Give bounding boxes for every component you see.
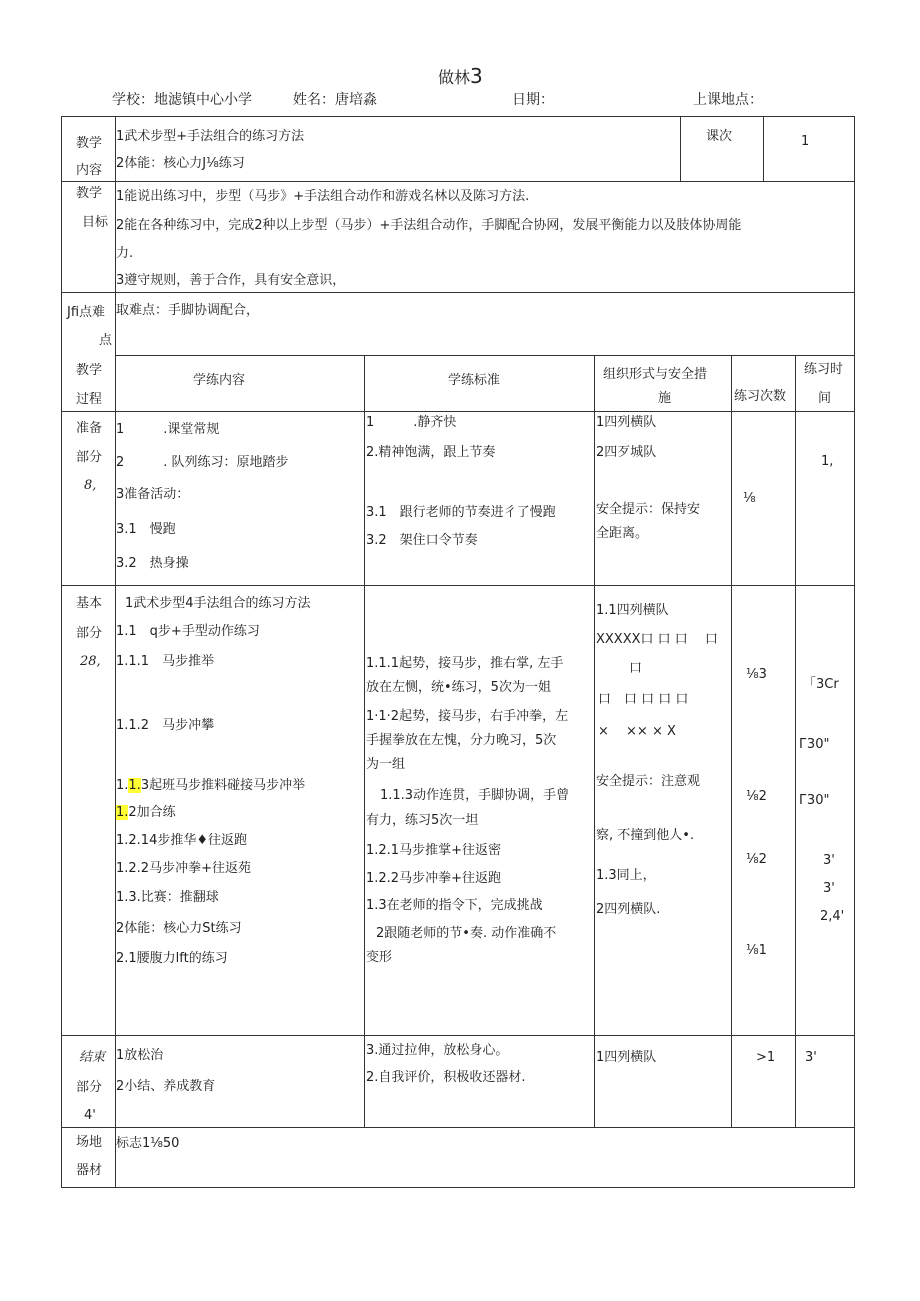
date-label: 日期： (512, 92, 554, 108)
basic-org-1: 1.1四列横队 (596, 603, 669, 618)
basic-standard-2: 放在左恻，统•练习，5次为一姐 (366, 680, 551, 695)
basic-time-5: 3' (823, 881, 835, 896)
col-header-time-2: 间 (818, 391, 832, 406)
end-standard-1: 3.通过拉伸，放松身心。 (366, 1043, 509, 1058)
basic-content-8: 1.2.2马步冲拳+往返苑 (116, 861, 251, 876)
basic-org-2: 2四列横队. (596, 902, 661, 917)
basic-standard-4: 手握拳放在左愧，分力晚习，5次 (366, 733, 557, 748)
basic-standard-12: 变形 (366, 950, 393, 965)
col-header-time-1: 练习时 (804, 362, 844, 377)
basic-org-same: 1.3同上， (596, 868, 656, 883)
end-time: 3' (805, 1050, 817, 1065)
prep-content-4: 3.1 慢跑 (116, 522, 176, 537)
col-header-count: 练习次数 (734, 389, 787, 404)
lesson-label: 课次 (706, 129, 733, 144)
end-label-1: 结束 (79, 1050, 106, 1065)
prep-org-1: 1四列横队 (596, 415, 657, 430)
place-label: 上课地点： (693, 92, 763, 108)
prep-standard-2: 2.精神饱满，跟上节奏 (366, 445, 496, 460)
basic-content-4: 1.1.2 马步冲攀 (116, 718, 215, 733)
content-line-1: 1武术步型+手法组合的练习方法 (116, 129, 305, 144)
prep-content-5: 3.2 热身操 (116, 556, 189, 571)
prep-safety-2: 全距离。 (596, 526, 649, 541)
highlight-mark: 1. (116, 805, 129, 820)
formation-row-3: 口 口 口 口 口 (598, 692, 689, 707)
document-title (438, 64, 483, 88)
prep-count: ⅛ (743, 491, 756, 506)
prep-label-2: 部分 (76, 450, 103, 465)
basic-content-5-post: 3起班马步推料碰接马步冲举 (140, 778, 306, 793)
basic-content-6 (116, 805, 176, 821)
basic-label-2: 部分 (76, 626, 103, 641)
basic-content-5-pre: 1. (116, 778, 129, 793)
basic-content-6-post: 2加合练 (128, 805, 176, 820)
basic-label-1: 基本 (76, 596, 103, 611)
prep-content-3: 3准备活动： (116, 487, 190, 502)
title-number: 3 (470, 64, 483, 88)
basic-time-4: 3' (823, 853, 835, 868)
formation-row-2: 口 (629, 661, 643, 676)
difficulty-label-2: 点 (99, 333, 113, 348)
basic-standard-8: 1.2.1马步推掌+往返密 (366, 843, 501, 858)
prep-label-3: 8, (84, 478, 97, 493)
prep-label-1: 准备 (76, 421, 103, 436)
basic-safety-2: 察, 不撞到他人•. (596, 828, 695, 843)
basic-content-7: 1.2.14步推华♦往返跑 (116, 833, 248, 848)
formation-row-4: × ×× × X (598, 724, 676, 739)
basic-count-2: ⅛2 (746, 789, 767, 804)
equipment-label-1: 场地 (76, 1135, 103, 1150)
col-header-standard: 学练标准 (448, 373, 501, 388)
basic-standard-3: 1·1·2起势，接马步，右手冲拳，左 (366, 709, 569, 724)
basic-time-1: 「3Cr (803, 677, 839, 692)
difficulty-text: 取难点：手脚协调配合， (116, 303, 260, 318)
prep-content-1: 1 .课堂常规 (116, 422, 220, 437)
basic-count-1: ⅛3 (746, 667, 767, 682)
basic-count-3: ⅛2 (746, 852, 767, 867)
formation-row-1: XXXXX口 口 口 口 (596, 632, 718, 647)
highlight-mark: 1. (128, 778, 141, 793)
content-label-2: 内容 (76, 163, 103, 178)
process-label-1: 教学 (76, 363, 103, 378)
goal-line-1: 1能说出练习中，步型（马步》+手法组合动作和游戏名林以及陈习方法. (116, 189, 530, 204)
end-count: >1 (756, 1050, 776, 1065)
end-label-2: 部分 (76, 1080, 103, 1095)
basic-label-3: 28, (80, 654, 101, 669)
basic-standard-7: 有力，练习5次一坦 (366, 813, 479, 828)
process-label-2: 过程 (76, 392, 103, 407)
basic-content-2: 1.1 q步+手型动作练习 (116, 624, 260, 639)
basic-standard-10: 1.3在老师的指令下，完成挑战 (366, 898, 543, 913)
equipment-label-2: 器材 (76, 1163, 103, 1178)
basic-content-10: 2体能：核心力St练习 (116, 921, 242, 936)
basic-content-11: 2.1腰腹力lft的练习 (116, 951, 228, 966)
basic-content-9: 1.3.比赛：推翻球 (116, 890, 219, 905)
prep-org-2: 2四歹城队 (596, 445, 657, 460)
basic-standard-6: 1.1.3动作连贯，手脚协调，手曾 (380, 788, 570, 803)
prep-content-2: 2 . 队列练习：原地踏步 (116, 455, 289, 470)
equipment-text: 标志1⅛50 (116, 1136, 180, 1151)
teacher-name-label: 姓名：唐培淼 (293, 92, 377, 108)
end-content-2: 2小结、养成教育 (116, 1079, 216, 1094)
end-content-1: 1放松治 (116, 1048, 164, 1063)
basic-standard-5: 为一组 (366, 757, 406, 772)
prep-safety-1: 安全提示：保持安 (596, 502, 701, 517)
basic-count-4: ⅛1 (746, 943, 767, 958)
prep-time: 1, (821, 454, 834, 469)
basic-content-3: 1.1.1 马步推举 (116, 654, 215, 669)
content-line-2: 2体能：核心力J⅛练习 (116, 156, 245, 171)
basic-content-1: 1武术步型4手法组合的练习方法 (125, 596, 311, 611)
goal-line-2a: 2能在各种练习中，完成2种以上步型（马步）+手法组合动作，手脚配合协网，发展平衡能力以及肢体协周能 (116, 218, 742, 233)
basic-standard-11: 2跟随老师的节•奏. 动作准确不 (376, 926, 557, 941)
content-label-1: 教学 (76, 136, 103, 151)
basic-time-2: Г30" (799, 737, 830, 752)
basic-content-5 (116, 778, 305, 794)
col-header-content: 学练内容 (193, 373, 246, 388)
basic-time-3: Г30" (799, 793, 830, 808)
goals-label-1: 教学 (76, 186, 103, 201)
basic-standard-9: 1.2.2马步冲拳+往返跑 (366, 871, 501, 886)
lesson-value: 1 (801, 134, 810, 149)
prep-standard-4: 3.2 架住口令节奏 (366, 533, 478, 548)
end-org-1: 1四列横队 (596, 1050, 657, 1065)
prep-standard-1: 1 .静齐快 (366, 415, 457, 430)
basic-time-6: 2,4' (820, 909, 845, 924)
school-label: 学校：地滤镇中心小学 (112, 92, 252, 108)
basic-safety-1: 安全提示：注意观 (596, 774, 701, 789)
end-label-3: 4' (84, 1108, 96, 1123)
title-text: 做林 (438, 68, 471, 87)
difficulty-label-1: Jfi点难 (67, 305, 106, 320)
end-standard-2: 2.自我评价，积极收还器材. (366, 1070, 526, 1085)
basic-standard-1: 1.1.1起势，接马步，推右掌, 左手 (366, 656, 564, 671)
goal-line-2b: 力. (116, 246, 134, 261)
goal-line-3: 3遵守规则，善于合作，具有安全意识， (116, 273, 346, 288)
col-header-org-1: 组织形式与安全措 (603, 367, 708, 382)
goals-label-2: 目标 (82, 215, 109, 230)
col-header-org-2: 施 (658, 391, 672, 406)
prep-standard-3: 3.1 跟行老师的节奏进彳了慢跑 (366, 505, 556, 520)
